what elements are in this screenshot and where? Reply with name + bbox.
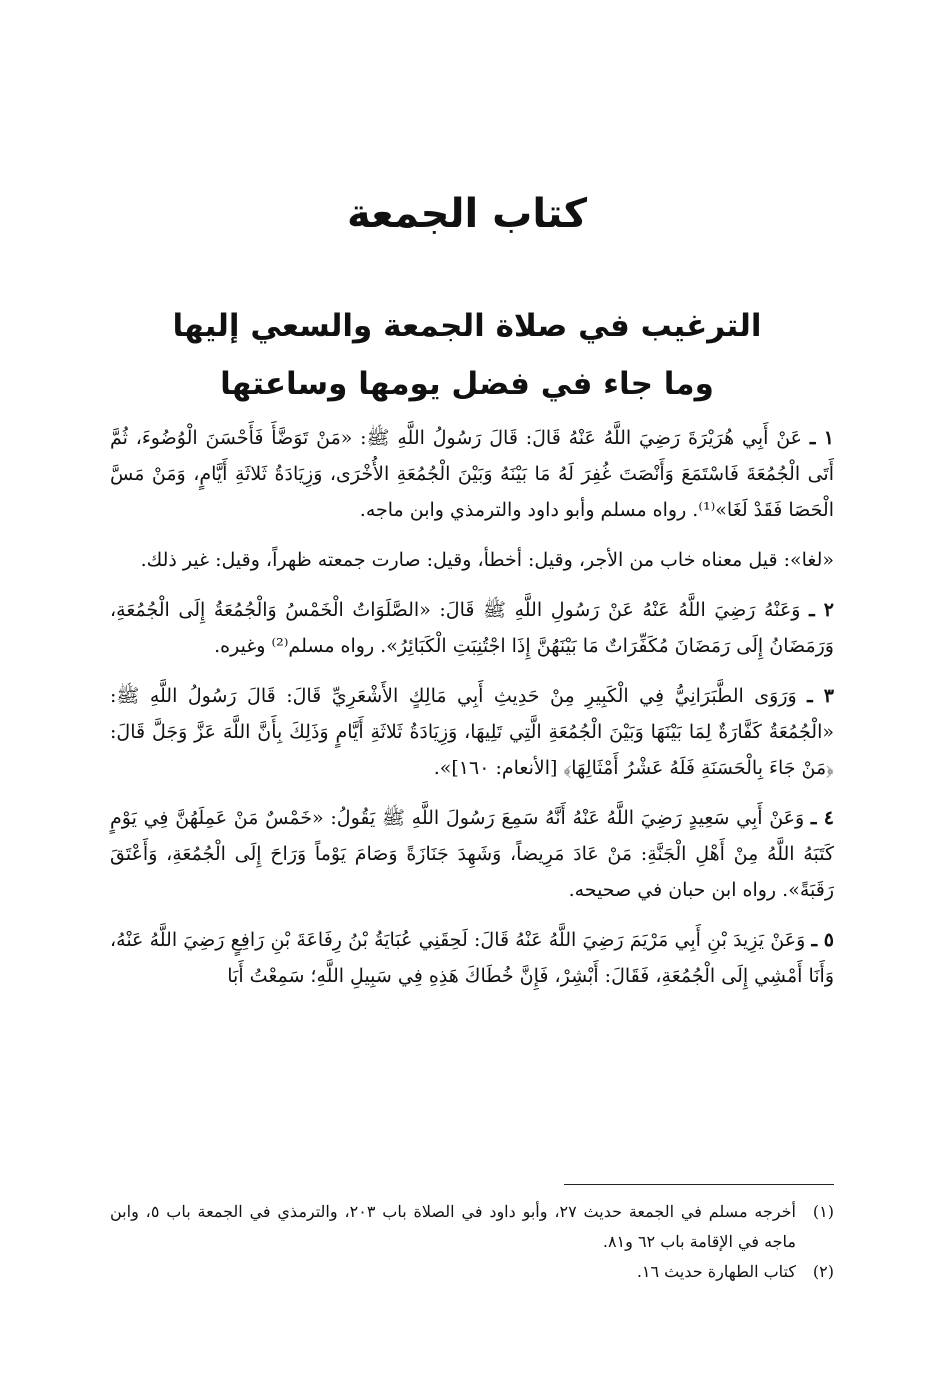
hadith-paragraph-3 [110, 678, 834, 786]
hadith-number: ٤ ـ [810, 807, 834, 829]
explanation-text: «لغا»: قيل معناه خاب من الأجر، وقيل: أخطأ، وقيل: صارت جمعته ظهراً، وقيل: غير ذلك. [140, 549, 834, 571]
footnote-2 [110, 1257, 834, 1287]
hadith-text: عَنْ أَبِي هُرَيْرَةَ رَضِيَ اللَّهُ عَنْهُ قَالَ: قَالَ رَسُولُ اللَّهِ ﷺ: «مَنْ تَوَضَّأَ فَأَحْسَنَ الْوُضُوءَ، ثُمَّ أَتَى الْجُمُعَةَ فَاسْتَمَعَ وَأَنْصَتَ غُفِرَ لَهُ مَا بَيْنَهُ وَبَيْنَ الْجُمُعَةِ الأُخْرَى، وَزِيَادَةُ ثَلاثَةِ أَيَّامٍ، وَمَنْ مَسَّ الْحَصَا فَقَدْ لَغَا»⁽¹⁾. رواه مسلم وأبو داود والترمذي وابن ماجه. [110, 427, 834, 521]
hadith-text: وَعَنْ أَبِي سَعِيدٍ رَضِيَ اللَّهُ عَنْهُ أَنَّهُ سَمِعَ رَسُولَ اللَّهِ ﷺ يَقُولُ: «خَمْسٌ مَنْ عَمِلَهُنَّ فِي يَوْمٍ كَتَبَهُ اللَّهُ مِنْ أَهْلِ الْجَنَّةِ: مَنْ عَادَ مَرِيضاً، وَشَهِدَ جَنَازَةً وَصَامَ يَوْماً وَرَاحَ إِلَى الْجُمُعَةِ، وَأَعْتَقَ رَقَبَةً». رواه ابن حبان في صحيحه. [110, 807, 834, 901]
footnote-1 [110, 1197, 834, 1257]
footnote-text: كتاب الطهارة حديث ١٦. [636, 1262, 796, 1281]
hadith-paragraph-4 [110, 800, 834, 908]
footnote-mark: (٢) [812, 1262, 834, 1281]
section-title-2: وما جاء في فضل يومها وساعتها [220, 366, 714, 402]
section-title-1: الترغيب في صلاة الجمعة والسعي إليها [172, 308, 762, 344]
footnotes [110, 1197, 834, 1287]
hadith-number: ١ ـ [809, 427, 834, 449]
footnote-divider [564, 1184, 834, 1185]
hadith-paragraph-5 [110, 922, 834, 994]
hadith-text: وَعَنْ يَزِيدَ بْنِ أَبِي مَرْيَمَ رَضِيَ اللَّهُ عَنْهُ قَالَ: لَحِقَنِي عُبَايَةُ بْنُ رِفَاعَةَ بْنِ رَافِعٍ رَضِيَ اللَّهُ عَنْهُ، وَأَنَا أَمْشِي إِلَى الْجُمُعَةِ، فَقَالَ: أَبْشِرْ، فَإِنَّ خُطَاكَ هَذِهِ فِي سَبِيلِ اللَّهِ؛ سَمِعْتُ أَبَا [110, 929, 834, 987]
book-title: كتاب الجمعة [347, 191, 587, 237]
hadith-text: وَرَوَى الطَّبَرَانِيُّ فِي الْكَبِيرِ مِنْ حَدِيثِ أَبِي مَالِكٍ الأَشْعَرِيِّ قَالَ: قَالَ رَسُولُ اللَّهِ ﷺ: «الْجُمُعَةُ كَفَّارَةٌ لِمَا بَيْنَهَا وَبَيْنَ الْجُمُعَةِ الَّتِي تَلِيهَا، وَزِيَادَةُ ثَلاثَةِ أَيَّامٍ وَذَلِكَ بِأَنَّ اللَّهَ عَزَّ وَجَلَّ قَالَ: ﴿مَنْ جَاءَ بِالْحَسَنَةِ فَلَهُ عَشْرُ أَمْثَالِهَا﴾ [الأنعام: ١٦٠]». [110, 685, 834, 779]
footnote-text: أخرجه مسلم في الجمعة حديث ٢٧، وأبو داود في الصلاة باب ٢٠٣، والترمذي في الجمعة باب ٥، وابن ماجه في الإقامة باب ٦٢ و٨١. [110, 1202, 797, 1251]
hadith-paragraph-2 [110, 592, 834, 664]
body-text [110, 420, 834, 1008]
hadith-number: ٥ ـ [811, 929, 834, 951]
hadith-number: ٢ ـ [809, 599, 834, 621]
footnote-mark: (١) [812, 1202, 834, 1221]
hadith-text: وَعَنْهُ رَضِيَ اللَّهُ عَنْهُ عَنْ رَسُولِ اللَّهِ ﷺ قَالَ: «الصَّلَوَاتُ الْخَمْسُ وَالْجُمُعَةُ إِلَى الْجُمُعَةِ، وَرَمَضَانُ إِلَى رَمَضَانَ مُكَفِّرَاتٌ مَا بَيْنَهُنَّ إِذَا اجْتُنِبَتِ الْكَبَائِرُ». رواه مسلم⁽²⁾ وغيره. [110, 599, 834, 657]
explanation-paragraph [110, 542, 834, 578]
hadith-number: ٣ ـ [807, 685, 835, 707]
hadith-paragraph-1 [110, 420, 834, 528]
